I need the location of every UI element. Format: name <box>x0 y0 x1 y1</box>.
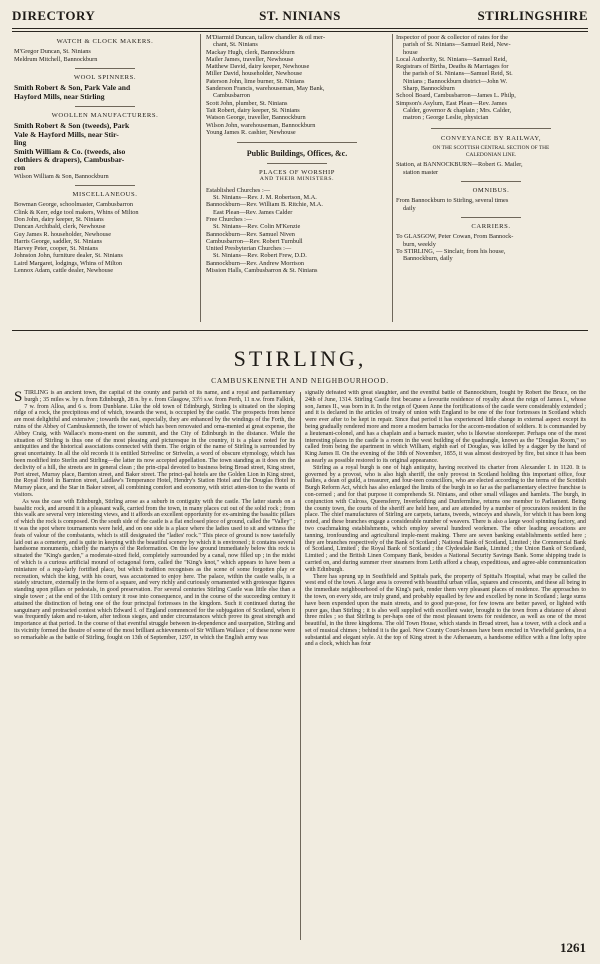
list-item: East Plean—Rev. James Calder <box>213 208 293 216</box>
header-left: DIRECTORY <box>12 8 96 23</box>
list-item: From Bannockburn to Stirling, several times <box>396 197 509 205</box>
header-rule-top <box>12 28 588 29</box>
list-item: Paterson John, lime burner, St. Ninians <box>206 77 305 85</box>
list-item: Simpson's Asylum, East Plean—Rev. James <box>396 99 507 107</box>
list-item: station master <box>403 168 439 176</box>
divider <box>237 142 357 143</box>
column-trades <box>14 34 196 324</box>
section-title: STIRLING, <box>233 346 367 371</box>
list-item-bold: Smith William & Co. (tweeds, also <box>14 146 126 156</box>
divider <box>267 163 327 164</box>
list-item: chant, St. Ninians <box>213 41 258 49</box>
list-item: Mailer James, traveller, Newhouse <box>206 55 294 63</box>
divider <box>461 217 521 218</box>
list-item: Bannockburn—Rev. Samuel Niven <box>206 230 295 238</box>
article-paragraph: There has sprung up in Southfield and Spittals park, the property of Spittal's Hospital, what may be called the west end of the town. A large area is covered with beautiful urban villas, squares and crescents, and these all being in the immediate neighbourhood of the King's park, render them very pleasant places of residence. The approaches to the town, on every side, are truly grand, and probably equalled by few and excelled by none in Scotland ; large sums have been expended upon the main streets, and to good pur-pose, for few towns are better paved, or lighted with purer gas, than Stirling ; it is also well supplied with excellent water, brought to the town from a distance of about three miles ; so that Stirling is per-haps one of the most pleasant towns for residence, as well as one of the most beautiful, in the three kingdoms. The old Town House, which stands in Broad street, has a tower, with a clock and a set of musical chimes ; behind it is the gaol. New County Court-houses have been erected in Viewfield gardens, in a substantial and elegant style. At the top of King street is the Athenaeum, a handsome edifice with a fine lofty spire and a clock, which has four <box>305 573 586 648</box>
drop-cap: S <box>14 390 23 405</box>
list-item: Young James R. cashier, Newhouse <box>206 128 296 136</box>
article-paragraph: signally defeated with great slaughter, and the eventful battle of Bannockburn, fought by Robert the Bruce, on the 24th of June, 1314. Stirling Castle first became a favourite residence of royalty about the reign of James I., whose son, James II., was born in it. In the reign of Queen Anne the fortifications of the castle were considerably extended ; and it is declared in the articles of treaty of union with England to be one of the four fortresses in Scotland which were ever after to be kept in repair. Since that period it has experienced little change in external aspect except its being gradually rendered more and more a modern barracks for the accom-modation of soldiers. It is commanded by a lieutenant-colonel, and has a chaplain and a barrack master, who is likewise storekeeper. Perhaps one of the most interesting places in the castle is a room in the west building of the quadrangle, known as the "Douglas Room," so called from being the apartment in which William, eighth earl of Douglas, was killed by a dagger by the hand of King James II. On the evening of the 18th of November, 1855, it was almost destroyed by fire, but since it has been as nearly as possible restored to its original appearance. <box>305 390 586 464</box>
list-item: Clink & Kerr, edge tool makers, Whins of Milton <box>14 208 139 216</box>
subheading-railway-line: CALEDONIAN LINE. <box>465 152 517 159</box>
column-divider <box>392 34 393 322</box>
list-item: Registrars of Births, Deaths & Marriages for <box>396 63 509 71</box>
list-item: Harvey Peter, cooper, St. Ninians <box>14 245 98 253</box>
heading-watch-clock-makers: WATCH & CLOCK MAKERS. <box>56 38 154 45</box>
header-right: STIRLINGSHIRE <box>477 8 588 23</box>
article-paragraph: TIRLING is an ancient town, the capital of the county and parish of its name, and a royal and parliamentary burgh ; 35 miles w. by n. from Edinburgh, 28 n. by e. from Glasgow, 33½ s.w. from Perth, 11 n.w. from Falkirk, 7 w. from Alloa, and 6 s. from Dunblane. Like the old town of Edinburgh, Stirling is situated on the sloping ridge of a rock, the precipitous end of which, towards the west, is occupied by the castle. The prospects from hence are most delightful and extensive ; towards the east, especially, they are enhanced by the windings of the Forth, the ruins of the Abbey of Cambuskenneth, the tower of which has been renovated and orna-mented at great expense, the Abbey Craig, with Wallace's monu-ment on the summit, and the City of Edinburgh in the distance. While the situation of Stirling is thus one of the most pleasing and picturesque in the country, it is a place noted for its antiquities and the historical associations connected with them. The origin of the name of Stirling is surrounded by great uncertainty. In all the old records it is entitled Strivelinc or Strivelin, a word of obscure etymology, which has been modified into Sterlin and Stirling—the latter its now accepted appellation. The town standing as it does on the declivity of a hill, the streets are in general clean ; the prin-cipal devoted to business being Broad street, King street, Port street, Murray place, Barnton street, and Baker street. The princi-pal hotels are the Golden Lion in King street, the Royal Hotel in Barnton street, Laidlaw's Temperance Hotel, Hendry's Station Hotel and the Douglas Hotel in Murray place, and the Star in Baker street, all combining comfort and economy, with strict atten-tion to the wants of visitors. <box>14 390 295 498</box>
list-item: United Presbyterian Churches :— <box>206 245 292 253</box>
list-item-bold: Hayford Mills, near Stirling <box>14 91 105 101</box>
divider <box>75 106 135 107</box>
heading-omnibus: OMNIBUS. <box>472 187 510 195</box>
list-item: To GLASGOW, Peter Cowan, From Bannock- <box>396 233 514 241</box>
column-divider <box>200 34 201 322</box>
list-item: To STIRLING, — Sinclair, from his house, <box>396 247 506 255</box>
list-item: Laird Margaret, lodgings, Whins of Milton <box>14 259 123 267</box>
heading-conveyance-by-railway: CONVEYANCE BY RAILWAY, <box>440 134 542 142</box>
list-item: Station, at BANNOCKBURN—Robert G. Mailer, <box>396 161 523 169</box>
heading-wool-spinners: WOOL SPINNERS. <box>73 73 137 81</box>
list-item: Mission Halls, Cambusbarron & St. Ninians <box>206 267 318 275</box>
list-item: Wilson John, warehouseman, Bannockburn <box>206 121 316 129</box>
section-subtitle: CAMBUSKENNETH AND NEIGHBOURHOOD. <box>211 376 389 385</box>
list-item: Free Churches :— <box>206 215 253 223</box>
divider <box>75 185 135 186</box>
heading-miscellaneous: MISCELLANEOUS. <box>72 191 138 199</box>
article-column-left <box>14 390 295 942</box>
section-rule <box>12 330 588 331</box>
heading-places-of-worship: PLACES OF WORSHIP <box>258 169 336 177</box>
divider <box>461 181 521 182</box>
list-item: Bannockburn, daily <box>403 255 453 263</box>
list-item: Don John, dairy keeper, St. Ninians <box>14 215 104 223</box>
column-misc-and-public <box>206 34 388 324</box>
list-item: Johnston John, furniture dealer, St. Ninians <box>14 252 123 260</box>
list-item: Cambusbarron <box>213 92 251 100</box>
list-item: Harris George, saddler, St. Ninians <box>14 237 102 245</box>
list-item: Lennox Adam, cattle dealer, Newhouse <box>14 267 114 274</box>
list-item: Wilson William & Son, Bannockburn <box>14 172 109 180</box>
column-officials-and-conveyance <box>396 34 586 324</box>
list-item: Miller David, householder, Newhouse <box>206 70 303 78</box>
article-paragraph: Stirling as a royal burgh is one of high antiquity, having received its charter from Alexander I. in 1120. It is governed by a provost, who is also high sheriff, the only provost in Scotland holding this important office, four bailies, a dean of guild, a treasurer, and four-teen councillors, who are elected according to the terms of the Scottish Burgh Reform Act, which has also enlarged the limits of the burgh in so far as the parliamentary elective franchise is con-cerned ; and for that purpose it comprehends St. Ninians, and other small villages and hamlets. The burgh, in conjunction with Culross, Queensferry, Inverkeithing and Dunfermline, returns one member to Parliament. Being the county town, the courts of the sheriff are held here, and are attended by a number of procurators resident in the place. The chief manufactures of Stirling are carpets, tartans, tweeds, winceys and shawls, for which it has been long noted, and these branches engage a considerable number of weavers. There is also a large wool spinning factory, and two coachmaking establishments, which employ several hundred workmen. The other leading avocations are tanning, ironfounding and agricultural imple-ment making. There are seven banking establishments settled here ; they are branches respectively of the Bank of Scotland ; National Bank of Scotland, Limited ; the Commercial Bank of Scotland, Limited ; the Royal Bank of Scotland ; the Clydesdale Bank, Limited ; the Union Bank of Scotland, Limited ; and the British Linen Company Bank, besides a National Security Savings Bank. Some shipping trade is carried on, and during summer river steamers from Leith afford a cheap, expeditious, and agree-able communication with Edinburgh. <box>305 464 586 573</box>
running-header <box>12 6 588 28</box>
list-item: Calder, governor & chaplain ; Mrs. Calder, <box>403 106 512 114</box>
list-item-bold: Vale & Hayford Mills, near Stir- <box>14 129 119 139</box>
list-item: Bannockburn—Rev. Andrew Morrison <box>206 259 305 267</box>
list-item: matron ; George Leslie, physician <box>403 114 489 122</box>
heading-public-buildings: Public Buildings, Offices, &c. <box>246 149 348 159</box>
list-item: Duncan Archibald, clerk, Newhouse <box>14 223 106 231</box>
list-item: Scott John, plumber, St. Ninians <box>206 99 288 107</box>
header-rule-bottom <box>12 31 588 32</box>
list-item-bold: Smith Robert & Son (tweeds), Park <box>14 121 130 131</box>
article-column-right <box>305 390 586 942</box>
list-item: M'Diarmid Duncan, tallow chandler & oil mer- <box>206 34 326 41</box>
subheading-ministers: AND THEIR MINISTERS. <box>259 176 335 183</box>
list-item: Bowman George, schoolmaster, Cambusbarron <box>14 201 134 209</box>
list-item: Meldrum Mitchell, Bannockburn <box>14 55 98 63</box>
heading-carriers: CARRIERS. <box>471 222 511 230</box>
article-column-divider <box>300 392 301 940</box>
list-item: Guy James R. householder, Newhouse <box>14 230 111 238</box>
list-item: burn, weekly <box>403 240 436 248</box>
list-item: Local Authority, St. Ninians—Samuel Reid, <box>396 55 508 63</box>
header-center: ST. NINIANS <box>259 8 341 23</box>
list-item: house <box>403 48 418 56</box>
list-item: Established Churches :— <box>206 186 271 194</box>
list-item: School Board, Cambusbarron—James L. Philp, <box>396 92 516 100</box>
list-item: Tait Robert, dairy keeper, St. Ninians <box>206 106 300 114</box>
list-item: Ninians ; Bannockburn district—John W. <box>403 77 508 85</box>
list-item-bold: clothiers & drapers), Cambusbar- <box>14 154 125 164</box>
list-item-bold: ron <box>14 163 26 173</box>
list-item: Inspector of poor & collector of rates for the <box>396 34 508 41</box>
list-item: parish of St. Ninians—Samuel Reid, New- <box>403 41 511 49</box>
list-item: Matthew David, dairy keeper, Newhouse <box>206 63 310 71</box>
list-item: Sharp, Bannockburn <box>403 85 455 93</box>
list-item: Watson George, traveller, Bannockburn <box>206 114 306 122</box>
list-item: Cambusbarron—Rev. Robert Turnbull <box>206 237 303 245</box>
list-item: St. Ninians—Rev. Robert Frew, D.D. <box>213 252 307 260</box>
divider <box>431 128 551 129</box>
list-item: the parish of St. Ninians—Samuel Reid, St. <box>403 70 513 78</box>
list-item: Mackay Hugh, clerk, Bannockburn <box>206 48 295 56</box>
list-item-bold: Smith Robert & Son, Park Vale and <box>14 83 131 93</box>
article-paragraph: As was the case with Edinburgh, Stirling arose as a suburb in contiguity with the castle. The latter stands on a basaltic rock, and around it is a pleasant walk, carried from the town, in many places cut out of the solid rock ; from this walk are several very interesting views, and it affords an excellent opportunity for ex-amining the basaltic pillars of which the rock is composed. On the south side of the castle is a flat enclosed piece of ground, called the "Valley" ; it was the spot where tournaments were held, and on one side is a place where the ladies used to sit and witness the feats of valour of the combatants, which is still designated the "ladies' rock." This piece of ground is now tastefully laid out as a cemetery, and is quite in keeping with the beautiful scenery by which it is environed ; it contains several handsome monuments, chiefly the martyrs of the Reformation. On the low ground immediately below this rock is situated the "King's garden," a moderate-sized field, completely surrounded by a canal, now filled up ; in the midst of which is a curious artificial mound of octagonal form, called the "King's knot," which appears to have been a miniature of a regu-larly fortified place, but which tradition recognises as the scene of some forgotten play or recreation, which the king, with his court, was accustomed to enjoy here. The palace, within the castle walls, is a stately structure, externally in the form of a square, and very richly and curiously ornamented with grotesque figures standing upon pillars or pedestals, in good preservation. For several centuries Stirling Castle was little else than a single tower ; at the end of the 11th century it rose into consequence, and in the course of the succeeding century it attained the distinction of being one of the four principal fortresses in the kingdom. Such it continued during the sanguinary and protracted contest which Edward I. of England commenced for the subjugation of Scotland, when it was frequently taken and re-taken, after tedious sieges, and under circumstances which prove its great strength and importance at that period. In the course of that eventful struggle between in-dependence and usurpation, Stirling and its vicinity formed the theatre of some of the most brilliant achievements of Sir William Wallace ; of these none were so remarkable as the battle of Stirling, fought on 13th of September, 1297, in which the English army was <box>14 498 295 641</box>
subheading-railway-section: ON THE SCOTTISH CENTRAL SECTION OF THE <box>432 144 550 151</box>
list-item: Sanderson Francis, warehouseman, May Bank, <box>206 85 325 93</box>
list-item: daily <box>403 204 416 212</box>
list-item: St. Ninians—Rev. Colin M'Kenzie <box>213 223 301 231</box>
page-number: 1261 <box>560 940 586 955</box>
list-item: St. Ninians—Rev. J. M. Robertson, M.A. <box>213 194 317 202</box>
heading-woollen-manufacturers: WOOLLEN MANUFACTURERS. <box>51 112 159 119</box>
list-item-bold: ling <box>14 138 27 148</box>
list-item: Bannockburn—Rev. William B. Ritchie, M.A. <box>206 201 323 209</box>
divider <box>75 68 135 69</box>
list-item: M'Gregor Duncan, St. Ninians <box>14 48 91 56</box>
